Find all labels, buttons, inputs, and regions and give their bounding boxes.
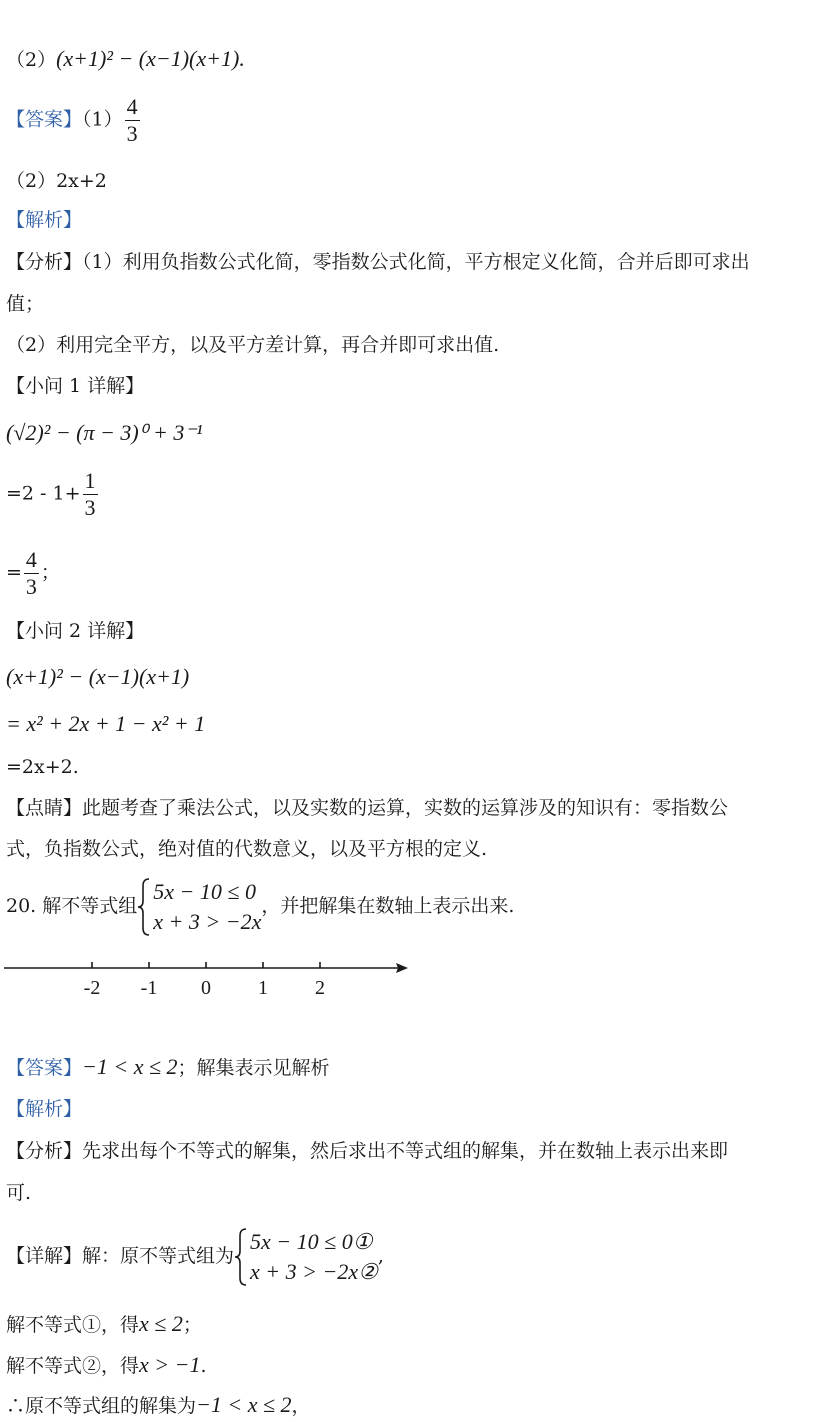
question-20-line	[6, 876, 514, 937]
conclusion-prefix: ∴原不等式组的解集为	[6, 1395, 197, 1417]
question-20-suffix: ，并把解集在数轴上表示出来.	[261, 895, 515, 917]
left-brace-icon	[234, 1227, 248, 1287]
analysis-line-1: 【分析】（1）利用负指数公式化简，零指数公式化简，平方根定义化简，合并后即可求出	[6, 251, 750, 273]
inequality-row-2: x + 3 > −2x②	[250, 1259, 378, 1284]
answer-20-line	[6, 1054, 330, 1081]
answer-1-prefix: （1）	[82, 108, 123, 131]
step-3-fraction	[24, 547, 39, 600]
question-20-prefix: 20. 解不等式组	[6, 895, 138, 917]
step-3-suffix: ；	[40, 561, 60, 584]
subquestion-1-heading: 【小问 1 详解】	[6, 375, 145, 397]
step-2-fraction	[83, 468, 98, 521]
step-4-expression: (x+1)² − (x−1)(x+1)	[6, 664, 190, 689]
solve-1-prefix: 解不等式①，得	[6, 1314, 140, 1336]
inequality-system	[137, 877, 261, 937]
answer-1-line	[6, 94, 142, 147]
remark-line-1: 【点睛】此题考查了乘法公式，以及实数的运算，实数的运算涉及的知识有：零指数公	[6, 797, 729, 819]
inequality-row-1: 5x − 10 ≤ 0	[153, 879, 256, 904]
solve-1-expression: x ≤ 2	[139, 1311, 183, 1336]
jiexi-label-2: 【解析】	[6, 1098, 83, 1120]
solve-1-line	[6, 1311, 202, 1338]
left-brace-icon	[137, 877, 151, 937]
fraction-numerator: 1	[84, 468, 96, 493]
inequality-row-2: x + 3 > −2x	[153, 909, 262, 934]
step-3-prefix: =	[6, 561, 22, 584]
step-1-expression: (√2)² − (π − 3)⁰ + 3⁻¹	[6, 420, 203, 445]
number-line-tick-label: -1	[140, 977, 158, 999]
answer-1-fraction	[125, 94, 140, 147]
solve-2-expression: x > −1	[139, 1352, 201, 1377]
solve-1-suffix: ；	[182, 1314, 202, 1336]
question-2-expression: (x+1)² − (x−1)(x+1).	[56, 46, 245, 71]
solve-2-prefix: 解不等式②，得	[6, 1355, 140, 1377]
step-2-line	[6, 468, 100, 521]
detail-prefix: 【详解】解：原不等式组为	[6, 1245, 235, 1267]
analysis-line-2: 值；	[6, 293, 45, 315]
fraction-numerator: 4	[126, 94, 138, 119]
answer-20-suffix: ；解集表示见解析	[177, 1057, 330, 1079]
number-line	[0, 950, 420, 1006]
step-5-expression: = x² + 2x + 1 − x² + 1	[6, 711, 206, 736]
step-6-expression: =2x+2.	[6, 756, 79, 778]
solve-2-line	[6, 1352, 207, 1379]
detail-suffix: ,	[377, 1245, 384, 1267]
analysis-20-line-2: 可.	[6, 1182, 32, 1204]
number-line-tick-label: 0	[201, 977, 211, 999]
subquestion-2-heading: 【小问 2 详解】	[6, 620, 145, 642]
answer-2-text: （2）2x+2	[6, 170, 107, 192]
number-line-tick-label: 1	[258, 977, 268, 999]
fraction-denominator: 3	[25, 574, 37, 599]
remark-line-2: 式，负指数公式，绝对值的代数意义，以及平方根的定义.	[6, 838, 488, 860]
conclusion-suffix: ，	[291, 1395, 311, 1417]
number-line-tick-label: -2	[83, 977, 101, 999]
number-line-tick-label: 2	[315, 977, 325, 999]
answer-label: 【答案】	[6, 108, 83, 131]
solve-2-suffix: .	[200, 1355, 207, 1377]
conclusion-expression: −1 < x ≤ 2	[196, 1392, 292, 1417]
answer-label: 【答案】	[6, 1057, 83, 1079]
answer-2-line	[6, 168, 107, 194]
analysis-line-3: （2）利用完全平方，以及平方差计算，再合并即可求出值.	[6, 334, 500, 356]
answer-20-expression: −1 < x ≤ 2	[82, 1054, 178, 1079]
inequality-row-1: 5x − 10 ≤ 0①	[250, 1229, 373, 1254]
question-2-line	[6, 46, 245, 73]
inequality-system-detail	[234, 1227, 378, 1287]
fraction-numerator: 4	[25, 547, 37, 572]
step-3-line	[6, 547, 60, 600]
detail-line	[6, 1226, 384, 1287]
jiexi-label: 【解析】	[6, 209, 83, 231]
step-2-prefix: =2 - 1+	[6, 482, 81, 505]
question-2-prefix: （2）	[6, 49, 57, 71]
fraction-denominator: 3	[126, 121, 138, 146]
conclusion-line	[6, 1392, 311, 1419]
analysis-20-line-1: 【分析】先求出每个不等式的解集，然后求出不等式组的解集，并在数轴上表示出来即	[6, 1140, 729, 1162]
fraction-denominator: 3	[84, 495, 96, 520]
